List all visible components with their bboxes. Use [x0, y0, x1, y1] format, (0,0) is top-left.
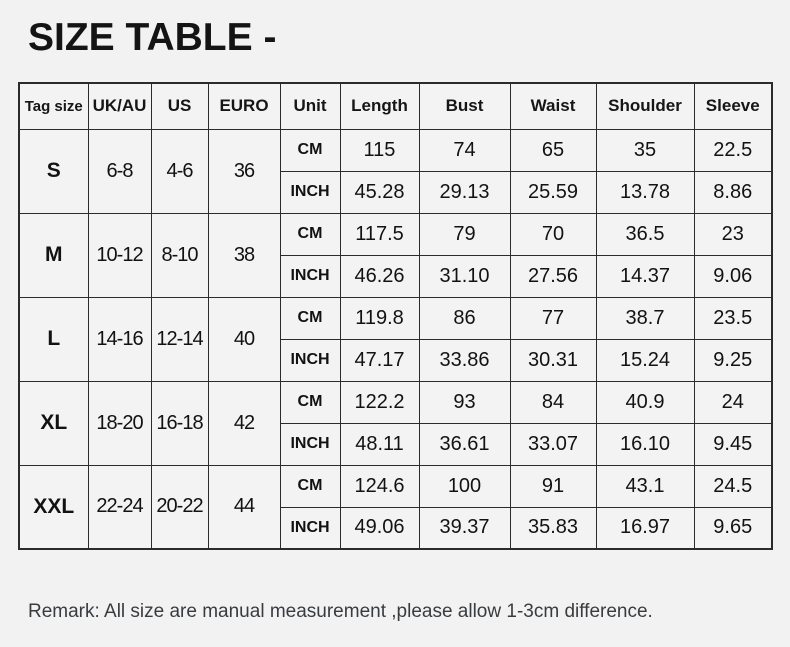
measurement-cell: 115 — [340, 129, 419, 171]
measurement-cell: 33.86 — [419, 339, 510, 381]
measurement-cell: 79 — [419, 213, 510, 255]
measurement-cell: 33.07 — [510, 423, 596, 465]
uk-au-cell: 6-8 — [88, 129, 151, 213]
us-cell: 16-18 — [151, 381, 208, 465]
uk-au-cell: 22-24 — [88, 465, 151, 549]
header-unit: Unit — [280, 83, 340, 129]
measurement-cell: 29.13 — [419, 171, 510, 213]
measurement-cell: 24 — [694, 381, 772, 423]
unit-cell: CM — [280, 465, 340, 507]
unit-cell: INCH — [280, 171, 340, 213]
header-tag-size: Tag size — [19, 83, 88, 129]
measurement-cell: 77 — [510, 297, 596, 339]
tag-size-cell: XL — [19, 381, 88, 465]
uk-au-cell: 14-16 — [88, 297, 151, 381]
measurement-cell: 124.6 — [340, 465, 419, 507]
measurement-cell: 14.37 — [596, 255, 694, 297]
us-cell: 8-10 — [151, 213, 208, 297]
measurement-cell: 48.11 — [340, 423, 419, 465]
header-shoulder: Shoulder — [596, 83, 694, 129]
us-cell: 20-22 — [151, 465, 208, 549]
measurement-cell: 30.31 — [510, 339, 596, 381]
us-cell: 12-14 — [151, 297, 208, 381]
measurement-cell: 8.86 — [694, 171, 772, 213]
header-length: Length — [340, 83, 419, 129]
measurement-cell: 39.37 — [419, 507, 510, 549]
euro-cell: 40 — [208, 297, 280, 381]
page-title: SIZE TABLE - — [28, 16, 277, 59]
unit-cell: INCH — [280, 507, 340, 549]
uk-au-cell: 10-12 — [88, 213, 151, 297]
size-table — [18, 82, 773, 550]
euro-cell: 38 — [208, 213, 280, 297]
header-bust: Bust — [419, 83, 510, 129]
measurement-cell: 36.61 — [419, 423, 510, 465]
measurement-cell: 25.59 — [510, 171, 596, 213]
measurement-cell: 23.5 — [694, 297, 772, 339]
measurement-cell: 36.5 — [596, 213, 694, 255]
measurement-cell: 47.17 — [340, 339, 419, 381]
measurement-cell: 27.56 — [510, 255, 596, 297]
measurement-cell: 16.97 — [596, 507, 694, 549]
size-row-xxl-cm — [19, 465, 772, 507]
unit-cell: INCH — [280, 339, 340, 381]
measurement-cell: 46.26 — [340, 255, 419, 297]
size-row-s-cm — [19, 129, 772, 171]
tag-size-cell: M — [19, 213, 88, 297]
tag-size-cell: XXL — [19, 465, 88, 549]
tag-size-cell: L — [19, 297, 88, 381]
measurement-cell: 93 — [419, 381, 510, 423]
measurement-cell: 43.1 — [596, 465, 694, 507]
measurement-cell: 16.10 — [596, 423, 694, 465]
size-row-xl-cm — [19, 381, 772, 423]
size-row-m-cm — [19, 213, 772, 255]
measurement-cell: 22.5 — [694, 129, 772, 171]
remark-text: Remark: All size are manual measurement ,please allow 1-3cm difference. — [28, 601, 653, 622]
tag-size-cell: S — [19, 129, 88, 213]
measurement-cell: 38.7 — [596, 297, 694, 339]
measurement-cell: 35.83 — [510, 507, 596, 549]
euro-cell: 42 — [208, 381, 280, 465]
measurement-cell: 91 — [510, 465, 596, 507]
measurement-cell: 70 — [510, 213, 596, 255]
uk-au-cell: 18-20 — [88, 381, 151, 465]
measurement-cell: 40.9 — [596, 381, 694, 423]
unit-cell: INCH — [280, 255, 340, 297]
measurement-cell: 9.65 — [694, 507, 772, 549]
measurement-cell: 9.45 — [694, 423, 772, 465]
measurement-cell: 49.06 — [340, 507, 419, 549]
unit-cell: CM — [280, 213, 340, 255]
unit-cell: CM — [280, 381, 340, 423]
measurement-cell: 15.24 — [596, 339, 694, 381]
header-waist: Waist — [510, 83, 596, 129]
euro-cell: 36 — [208, 129, 280, 213]
measurement-cell: 23 — [694, 213, 772, 255]
header-row — [19, 83, 772, 129]
euro-cell: 44 — [208, 465, 280, 549]
measurement-cell: 74 — [419, 129, 510, 171]
measurement-cell: 119.8 — [340, 297, 419, 339]
header-us: US — [151, 83, 208, 129]
header-euro: EURO — [208, 83, 280, 129]
measurement-cell: 84 — [510, 381, 596, 423]
measurement-cell: 35 — [596, 129, 694, 171]
measurement-cell: 100 — [419, 465, 510, 507]
measurement-cell: 24.5 — [694, 465, 772, 507]
us-cell: 4-6 — [151, 129, 208, 213]
measurement-cell: 122.2 — [340, 381, 419, 423]
measurement-cell: 9.06 — [694, 255, 772, 297]
unit-cell: CM — [280, 129, 340, 171]
measurement-cell: 9.25 — [694, 339, 772, 381]
measurement-cell: 45.28 — [340, 171, 419, 213]
measurement-cell: 31.10 — [419, 255, 510, 297]
measurement-cell: 13.78 — [596, 171, 694, 213]
size-row-l-cm — [19, 297, 772, 339]
unit-cell: CM — [280, 297, 340, 339]
measurement-cell: 86 — [419, 297, 510, 339]
unit-cell: INCH — [280, 423, 340, 465]
header-sleeve: Sleeve — [694, 83, 772, 129]
measurement-cell: 65 — [510, 129, 596, 171]
measurement-cell: 117.5 — [340, 213, 419, 255]
header-uk-au: UK/AU — [88, 83, 151, 129]
